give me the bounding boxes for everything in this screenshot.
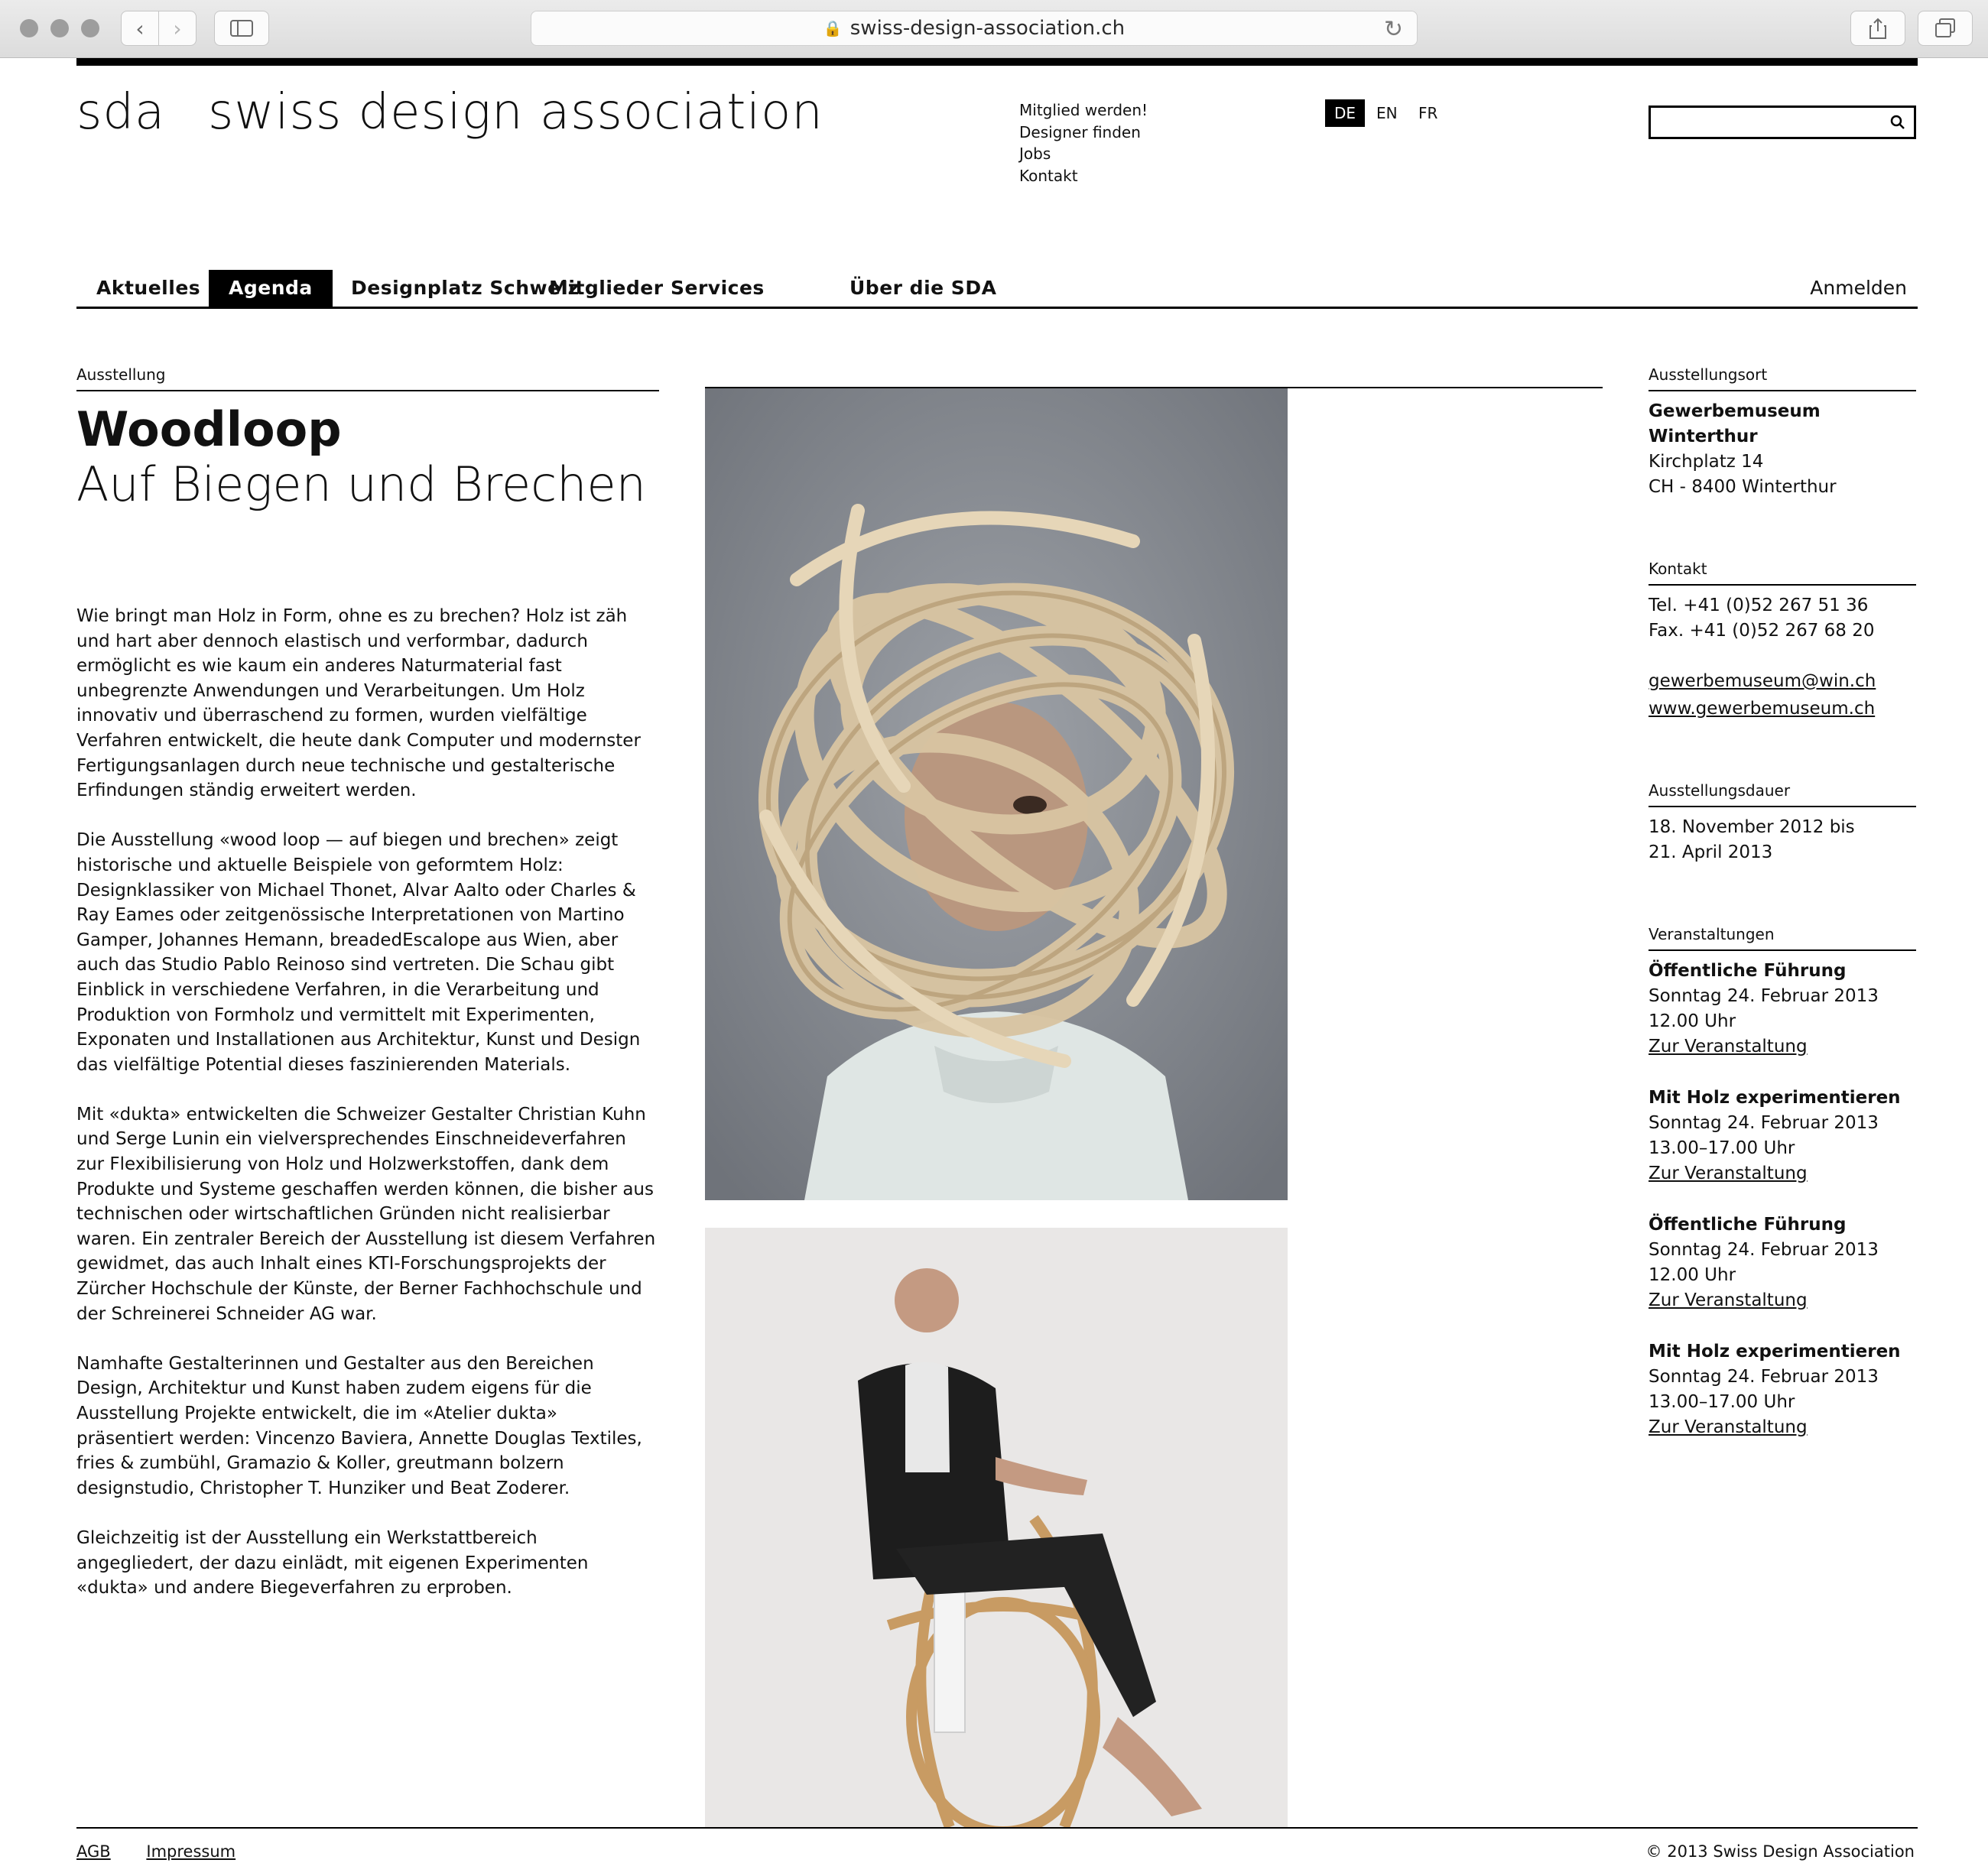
event-link[interactable]: Zur Veranstaltung	[1649, 1037, 1808, 1056]
duration-section	[1649, 781, 1916, 865]
event-item	[1649, 1339, 1916, 1440]
lang-en[interactable]: EN	[1376, 104, 1398, 122]
events-section	[1649, 925, 1916, 1440]
copyright: © 2013 Swiss Design Association	[1645, 1842, 1915, 1861]
search-icon[interactable]	[1889, 114, 1906, 131]
window-zoom-button[interactable]	[81, 19, 99, 37]
event-link[interactable]: Zur Veranstaltung	[1649, 1417, 1808, 1437]
events-label: Veranstaltungen	[1649, 925, 1916, 951]
event-time: 12.00 Uhr	[1649, 1265, 1736, 1285]
footer-link-impressum[interactable]: Impressum	[146, 1842, 236, 1861]
nav-item-agenda[interactable]: Agenda	[209, 270, 333, 307]
share-button[interactable]	[1850, 11, 1905, 46]
url-text: swiss-design-association.ch	[849, 17, 1126, 40]
article-title: Woodloop	[76, 401, 342, 457]
article	[76, 365, 659, 1625]
event-item	[1649, 1212, 1916, 1313]
reload-icon[interactable]: ↻	[1383, 16, 1403, 43]
article-paragraph: Namhafte Gestalterinnen und Gestalter aus den Bereichen Design, Architektur und Kunst haben zudem eigens für die Ausstellung Projekte entwickelt, die im «Atelier dukta» präsentiert werden: Vincenzo Baviera, Annette Douglas Textiles, fries & zumbühl, Gramazio & Koller, greutmann bolzern designstudio, Christopher T. Hunziker und Beat Zoderer.	[76, 1353, 642, 1498]
window-minimize-button[interactable]	[50, 19, 69, 37]
contact-email-link[interactable]: gewerbemuseum@win.ch	[1649, 671, 1876, 691]
venue-street: Kirchplatz 14	[1649, 452, 1764, 472]
event-title: Mit Holz experimentieren	[1649, 1342, 1901, 1362]
venue-name: Gewerbemuseum Winterthur	[1649, 401, 1821, 446]
back-button[interactable]	[121, 11, 159, 46]
event-time: 13.00–17.00 Uhr	[1649, 1392, 1795, 1412]
meta-link-kontakt[interactable]: Kontakt	[1019, 166, 1078, 185]
event-link[interactable]: Zur Veranstaltung	[1649, 1164, 1808, 1183]
article-paragraph: Mit «dukta» entwickelten die Schweizer Gestalter Christian Kuhn und Serge Lunin ein vielversprechendes Einschneideverfahren zur Flexibilisierung von Holz und Holzwerkstoffen, dank dem Produkte und Systeme geschaffen werden können, die bisher aus technischen oder wirtschaftlichen Gründen nicht realisierbar waren. Ein zentraler Bereich der Ausstellung ist diesem Verfahren gewidmet, das auch Inhalt eines KTI-Forschungsprojekts der Zürcher Hochschule der Künste, der Berner Fachhochschule und der Schreinerei Schneider AG war.	[76, 1104, 656, 1324]
browser-toolbar	[0, 0, 1988, 58]
venue-section	[1649, 365, 1916, 500]
contact-web-link[interactable]: www.gewerbemuseum.ch	[1649, 699, 1876, 719]
duration-end: 21. April 2013	[1649, 842, 1773, 862]
article-kicker: Ausstellung	[76, 365, 659, 391]
article-paragraph: Gleichzeitig ist der Ausstellung ein Werkstattbereich angegliedert, der dazu einlädt, mit eigenen Experimenten «dukta» und andere Biegeverfahren zu erproben.	[76, 1527, 589, 1598]
event-date: Sonntag 24. Februar 2013	[1649, 1367, 1879, 1387]
nav-item-designplatz-schweiz[interactable]: Designplatz Schweiz	[351, 277, 580, 299]
event-time: 13.00–17.00 Uhr	[1649, 1138, 1795, 1158]
article-paragraph: Die Ausstellung «wood loop — auf biegen und brechen» zeigt historische und aktuelle Beispiele von geformtem Holz: Designklassiker von Michael Thonet, Alvar Aalto oder Charles & Ray Eames oder zeitgenössische Interpretationen von Martino Gamper, Johannes Hemann, breadedEscalope aus Wien, aber auch das Studio Pablo Reinoso sind vertreten. Die Schau gibt Einblick in verschiedene Verfahren, in die Verarbeitung und Produktion von Formholz und vermittelt mit Experimenten, Exponaten und Installationen aus Architektur, Kunst und Design das vielfältige Potential dieses faszinierenden Materials.	[76, 830, 641, 1075]
sidebar-toggle-button[interactable]	[214, 11, 269, 46]
logo-abbreviation[interactable]: sda	[76, 84, 166, 141]
event-date: Sonntag 24. Februar 2013	[1649, 986, 1879, 1006]
event-title: Öffentliche Führung	[1649, 1215, 1847, 1235]
nav-item-mitglieder[interactable]: Mitglieder	[549, 277, 664, 299]
nav-item-ueber-die-sda[interactable]: Über die SDA	[849, 277, 997, 299]
logo-wordmark[interactable]: swiss design association	[208, 84, 823, 141]
meta-link-designer-finden[interactable]: Designer finden	[1019, 122, 1141, 141]
article-body	[76, 604, 659, 1601]
venue-city: CH - 8400 Winterthur	[1649, 477, 1837, 497]
duration-start: 18. November 2012 bis	[1649, 817, 1855, 837]
contact-label: Kontakt	[1649, 560, 1916, 586]
chair-sitter-photo[interactable]	[705, 1228, 1288, 1827]
sidebar-icon	[230, 20, 253, 37]
forward-button[interactable]	[158, 11, 197, 46]
event-item	[1649, 959, 1916, 1060]
event-title: Mit Holz experimentieren	[1649, 1088, 1901, 1108]
contact-fax: Fax. +41 (0)52 267 68 20	[1649, 621, 1875, 641]
event-date: Sonntag 24. Februar 2013	[1649, 1240, 1879, 1260]
lock-icon: 🔒	[823, 19, 843, 37]
meta-link-mitglied-werden[interactable]: Mitglied werden!	[1019, 101, 1148, 119]
article-paragraph: Wie bringt man Holz in Form, ohne es zu brechen? Holz ist zäh und hart aber dennoch elastisch und verformbar, dadurch ermöglicht es wie kaum ein anderes Naturmaterial fast unbegrenzte Anwendungen und Verarbeitungen. Um Holz innovativ und überraschend zu formen, wurden vielfältige Verfahren entwickelt, die heute dank Computer und modernster Fertigungsanlagen durch neue technische und gestalterische Erfindungen ständig erweitert werden.	[76, 606, 641, 801]
lang-fr[interactable]: FR	[1418, 104, 1438, 122]
tabs-overview-button[interactable]	[1918, 11, 1973, 46]
venue-label: Ausstellungsort	[1649, 365, 1916, 391]
address-bar[interactable]	[531, 11, 1418, 46]
event-title: Öffentliche Führung	[1649, 961, 1847, 981]
share-icon	[1869, 18, 1887, 39]
top-rule	[76, 58, 1918, 66]
article-subtitle: Auf Biegen und Brechen	[76, 456, 646, 512]
footer-links	[76, 1842, 266, 1861]
meta-links	[1019, 99, 1148, 187]
woodloop-head-photo[interactable]	[705, 388, 1288, 1200]
footer-link-agb[interactable]: AGB	[76, 1842, 111, 1861]
search-box	[1649, 105, 1916, 139]
event-time: 12.00 Uhr	[1649, 1011, 1736, 1031]
tabs-icon	[1934, 18, 1956, 38]
nav-item-aktuelles[interactable]: Aktuelles	[96, 277, 201, 299]
duration-label: Ausstellungsdauer	[1649, 781, 1916, 807]
event-date: Sonntag 24. Februar 2013	[1649, 1113, 1879, 1133]
footer-rule	[76, 1827, 1918, 1829]
event-link[interactable]: Zur Veranstaltung	[1649, 1290, 1808, 1310]
window-close-button[interactable]	[20, 19, 38, 37]
event-item	[1649, 1086, 1916, 1186]
contact-section	[1649, 560, 1916, 722]
chevron-left-icon: ‹	[135, 15, 145, 41]
meta-link-jobs[interactable]: Jobs	[1019, 144, 1051, 163]
contact-tel: Tel. +41 (0)52 267 51 36	[1649, 596, 1869, 615]
login-link[interactable]: Anmelden	[1810, 277, 1907, 299]
event-sidebar	[1649, 365, 1916, 1440]
main-nav	[76, 270, 1918, 309]
lang-de[interactable]: DE	[1325, 99, 1365, 127]
chevron-right-icon: ›	[173, 15, 182, 41]
nav-item-services[interactable]: Services	[671, 277, 765, 299]
search-input[interactable]	[1657, 108, 1882, 137]
